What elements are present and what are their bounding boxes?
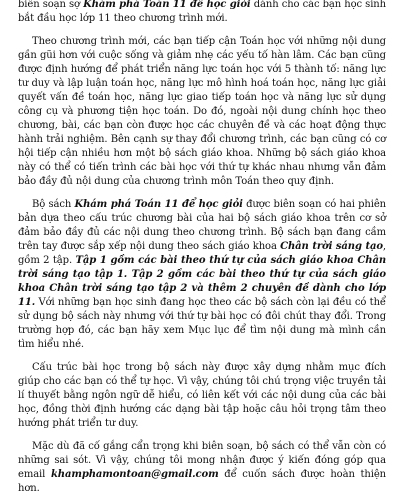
book-title: Khám phá Toán 11 để học giỏi	[74, 199, 243, 210]
paragraph-intro	[18, 0, 386, 26]
book-title: Khám phá Toán 11 để học giỏi	[83, 0, 251, 10]
textbook-series-name: Chân trời sáng tạo	[280, 241, 383, 252]
intro-text-end: dành cho các bạn học sinh bắt đầu học lớp 11 theo chương trình mới.	[18, 0, 386, 24]
feedback-text-2: để cuốn sách được hoàn thiện hơn.	[18, 469, 386, 494]
volume-description: Tập 1 gồm các bài theo thứ tự của sách giáo khoa Chân trời sáng tạo tập 1. Tập 2 gồm các bài theo thứ tự của sách giáo khoa Chân trời sáng tạo tập 2 và thêm 2 chuyên đề dành cho lớp 11.	[18, 255, 386, 308]
contact-email: khamphamontoan@gmail.com	[50, 469, 219, 480]
paragraph-book-versions	[18, 198, 386, 352]
paragraph-lesson-structure: Cấu trúc bài học trong bộ sách này được xây dựng nhằm mục đích giúp cho các bạn có thể tự học. Vì vậy, chúng tôi chú trọng việc truyền tải lí thuyết bằng ngôn ngữ dễ hiểu, có liên kết với các nội dung của các bài học, đồng thời định hướng các dạng bài tập hoặc câu hỏi trọng tâm theo hướng phát triển tư duy.	[18, 362, 386, 429]
versions-text-1: Bộ sách	[32, 199, 75, 210]
intro-text-start: biên soạn sợ	[18, 0, 84, 10]
versions-text-3: , gồm 2 tập.	[18, 241, 387, 266]
paragraph-feedback	[18, 440, 386, 496]
versions-text-4: Với những bạn học sinh đang học theo các bộ sách còn lại đều có thể sử dụng bộ sách này nhưng với thứ tự bài học có đôi chút thay đổi. Trong trường hợp đó, các bạn hãy xem Mục lục để tìm nội dung mà mình cần tìm hiểu nhé.	[18, 297, 386, 350]
feedback-text-1: Mặc dù đã cố gắng cẩn trọng khi biên soạn, bộ sách có thể vẫn còn có những sai sót. Vì vậy, chúng tôi mong nhận được ý kiến đóng góp qua email	[18, 441, 386, 480]
versions-text-2: được biên soạn có hai phiên bản dựa theo cấu trúc chương bài của hai bộ sách giáo khoa trên cơ sở đảm bảo đầy đủ các nội dung theo chương trình. Bộ sách bạn đang cầm trên tay được sắp xếp nội dung theo sách giáo khoa	[18, 199, 386, 252]
paragraph-new-curriculum: Theo chương trình mới, các bạn tiếp cận Toán học với những nội dung gần gũi hơn với cuộc sống và giảm nhẹ các yếu tố hàn lâm. Các bạn cũng được định hướng để phát triển năng lực toán học với 5 thành tố: năng lực tư duy và lập luận toán học, năng lực mô hình hoá toán học, năng lực giải quyết vấn đề toán học, năng lực giao tiếp toán học và năng lực sử dụng công cụ và phương tiện học toán. Do đó, ngoài nội dung chính học theo chương, bài, các bạn còn được học các chuyên đề và các hoạt động thực hành trải nghiệm. Bên cạnh sự thay đổi chương trình, các bạn cũng có cơ hội tiếp cận nhiều hơn một bộ sách giáo khoa. Những bộ sách giáo khoa này có thể có tiến trình các bài học với thứ tự khác nhau nhưng vẫn đảm bảo đầy đủ nội dung của chương trình môn Toán theo quy định.	[18, 36, 386, 187]
